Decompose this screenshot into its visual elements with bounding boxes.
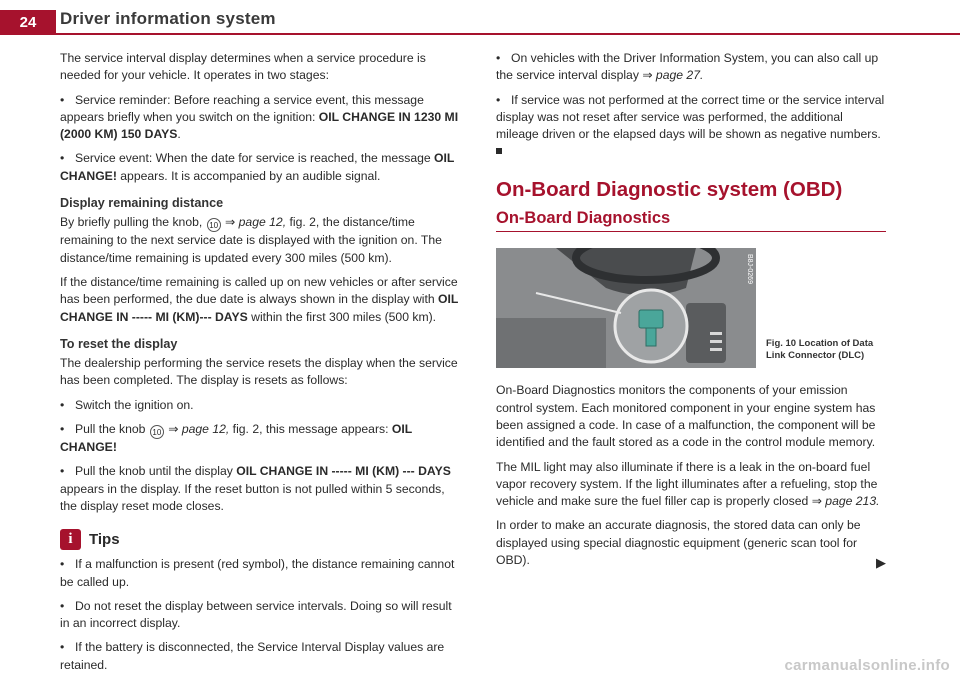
- dis-bullet: • On vehicles with the Driver Information System, you can also call up the service interval display ⇒ page 27.: [496, 51, 879, 83]
- tip-item: • Do not reset the display between service intervals. Doing so will result in an incorrect display.: [60, 598, 452, 631]
- intro-paragraph: The service interval display determines when a service procedure is needed for your vehicle. It operates in two stages:: [60, 51, 426, 83]
- reset-step-1: • Switch the ignition on.: [60, 397, 194, 412]
- figure-floor: [496, 318, 606, 368]
- negative-numbers-bullet: • If service was not performed at the correct time or the service interval display was not reset after service was performed, the additional mileage driven or the elapsed days will be shown as negative numbers.: [496, 92, 886, 161]
- knob-icon: 10: [207, 218, 221, 232]
- dlc-connector: [639, 310, 663, 328]
- bullet-service-reminder: • Service reminder: Before reaching a service event, this message appears briefly when you switch on the ignition: OIL CHANGE IN 1230 MI (2000 KM) 150 DAYS.: [60, 92, 459, 142]
- page-number: 24: [0, 10, 56, 35]
- dlc-plug: [646, 328, 656, 346]
- page-link[interactable]: ⇒ page 27.: [642, 68, 704, 83]
- info-icon: i: [60, 529, 81, 550]
- reset-step-2: • Pull the knob 10 ⇒ page 12, fig. 2, this message appears: OIL CHANGE!: [60, 422, 412, 455]
- tips-header: [60, 529, 463, 550]
- reset-paragraph: The dealership performing the service resets the display when the service has been completed. The display is resets as follows:: [60, 356, 458, 388]
- page-link[interactable]: ⇒ page 12,: [168, 422, 230, 437]
- dlc-location-figure: [496, 248, 756, 368]
- remaining-paragraph-2: If the distance/time remaining is called up on new vehicles or after service has been performed, the due date is always shown in the display with OIL CHANGE IN ----- MI (KM)--- DAYS within the first 300 miles (500 km).: [60, 274, 459, 324]
- subsection-rule: [496, 231, 886, 232]
- figure-code: B8J-0269: [746, 254, 753, 285]
- tip-item: • If a malfunction is present (red symbol), the distance remaining cannot be called up.: [60, 557, 455, 589]
- continue-arrow-icon: ▶: [876, 555, 886, 571]
- reset-step-3: • Pull the knob until the display OIL CHANGE IN ----- MI (KM) --- DAYS appears in the display. If the reset button is not pulled within 5 seconds, the display reset mode closes.: [60, 464, 451, 513]
- left-column: [60, 50, 463, 681]
- right-column: [496, 50, 886, 576]
- page-link[interactable]: ⇒ page 213.: [811, 494, 880, 509]
- pedal-grip: [710, 332, 722, 335]
- obd-paragraph-2: The MIL light may also illuminate if there is a leak in the on-board fuel vapor recovery system. If the light illuminates after a refueling, stop the vehicle and make sure the fuel filler cap is properly closed ⇒ page 213.: [496, 459, 880, 509]
- header-rule: [56, 33, 960, 35]
- tips-title: Tips: [89, 531, 120, 549]
- figure-caption: Fig. 10 Location of Data Link Connector (DLC): [766, 338, 874, 362]
- bullet-service-event: • Service event: When the date for service is reached, the message OIL CHANGE! appears. It is accompanied by an audible signal.: [60, 151, 455, 183]
- section-heading-obd: On-Board Diagnostic system (OBD): [496, 177, 843, 201]
- remaining-paragraph-1: By briefly pulling the knob, 10 ⇒ page 12, fig. 2, the distance/time remaining to the next service date is displayed with the ignition on. The distance/time remaining is updated every 300 miles (500 km).: [60, 215, 442, 265]
- obd-paragraph-1: On-Board Diagnostics monitors the components of your emission control system. Each monitored component in your engine system has been assigned a code. In case of a malfunction, the component will be identified and the fault stored as a code in the control module memory.: [496, 383, 876, 450]
- page-header-title: Driver information system: [60, 9, 276, 28]
- pedal-grip: [710, 340, 722, 343]
- pedal-grip: [710, 348, 722, 351]
- tip-item: • If the battery is disconnected, the Service Interval Display values are retained.: [60, 640, 445, 672]
- subheading-display-remaining: Display remaining distance: [60, 196, 224, 211]
- subheading-reset-display: To reset the display: [60, 336, 178, 351]
- page-link[interactable]: ⇒ page 12,: [225, 215, 287, 230]
- watermark: carmanualsonline.info: [784, 657, 950, 674]
- subsection-heading: On-Board Diagnostics: [496, 209, 671, 228]
- knob-icon: 10: [150, 425, 164, 439]
- end-of-section-icon: [496, 148, 502, 154]
- obd-paragraph-3: In order to make an accurate diagnosis, the stored data can only be displayed using special diagnostic equipment (generic scan tool for OBD). ▶: [496, 518, 886, 571]
- figure-row: [496, 248, 886, 368]
